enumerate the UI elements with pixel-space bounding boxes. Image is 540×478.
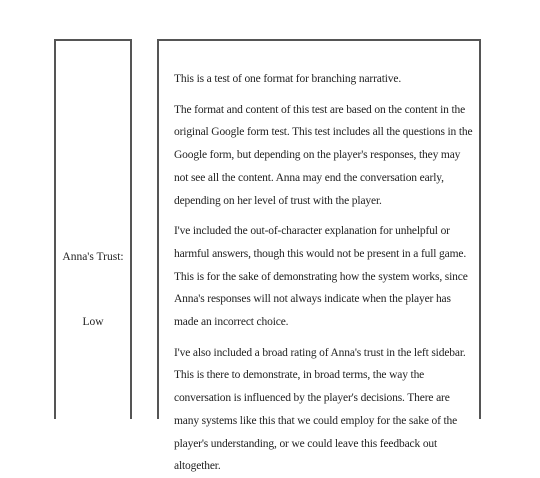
trust-level-value: Low	[82, 316, 104, 328]
story-paragraph-explanation: I've included the out-of-character explanation for unhelpful or harmful answers, though this would not be present in a full game. This is for the sake of demonstrating how the system works, since Anna's responses will not always indicate when the player has made an incorrect choice.	[174, 225, 468, 329]
story-paragraph-format: The format and content of this test are based on the content in the original Google form test. This test includes all the questions in the Google form, but depending on the player's responses, they may not see all the content. Anna may end the conversation early, depending on her level of trust with the player.	[174, 103, 473, 207]
trust-sidebar	[54, 39, 132, 419]
story-panel[interactable]	[157, 39, 481, 473]
story-paragraph-intro: This is a test of one format for branching narrative.	[174, 73, 402, 85]
story-paragraph-trust-rating: I've also included a broad rating of Anna's trust in the left sidebar. This is there to demonstrate, in broad terms, the way the conversation is influenced by the player's decisions. There are many systems like this that we could employ for the sake of the player's understanding, or we could leave this feedback out altogether.	[174, 346, 466, 473]
story-text	[174, 68, 474, 478]
trust-label: Anna's Trust:	[62, 251, 124, 263]
